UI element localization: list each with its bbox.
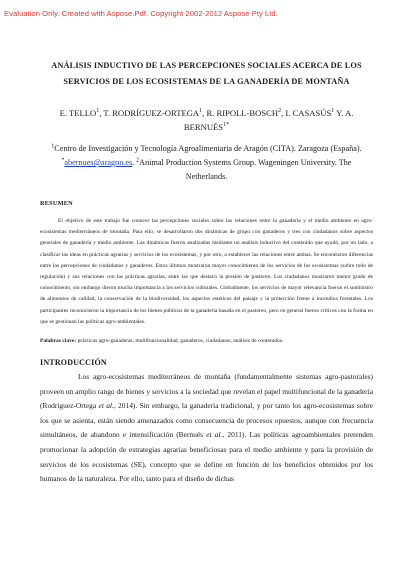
author-list: E. TELLO$^1$, T. RODRÍGUEZ-ORTEGA$^1$, R. RIPOLL-BOSCH$^2$, I. CASASÚS$^1$ Y. A. $BERNUÉS^{1*}$	[59, 108, 354, 132]
keywords-text: prácticas agro-ganaderas, multifuncionalidad, ganaderos, ciudadanos, análisis de contenidos.	[77, 338, 284, 345]
paper-page	[40, 58, 373, 494]
author: I. CASASÚS$^1$	[285, 108, 335, 118]
author: Y. A. $BERNUÉS^{1*}$	[183, 108, 354, 132]
email-link[interactable]: abernues@aragon.es	[64, 158, 133, 167]
title-line-1: ANÁLISIS INDUCTIVO DE LAS PERCEPCIONES SOCIALES ACERCA DE LOS	[51, 61, 362, 70]
keywords-label: Palabras clave:	[40, 338, 77, 345]
title-line-2: SERVICIOS DE LOS ECOSISTEMAS DE LA GANADERÍA DE MONTAÑA	[63, 77, 350, 86]
author: T. RODRÍGUEZ-ORTEGA$^1$	[103, 108, 203, 118]
intro-heading: INTRODUCCIÓN	[40, 358, 107, 368]
affiliation-2: Animal Production Systems Group. Wageningen University. The Netherlands.	[139, 158, 352, 181]
paper-title	[40, 58, 373, 90]
author: R. RIPOLL-BOSCH$^2$	[206, 108, 282, 118]
watermark: Evaluation Only. Created with Aspose.Pdf. Copyright 2002-2012 Aspose Pty Ltd.	[4, 9, 278, 18]
affiliation-1: Centro de Investigación y Tecnología Agroalimentaria de Aragón (CITA). Zaragoza (España).	[54, 144, 362, 153]
intro-paragraph: Los agro-ecosistemas mediterráneos de montaña (fundamentalmente sistemas agro-pastorales) proveen un amplio rango de bienes y servicios a la sociedad que revelan el papel multifuncional de la ganadería (Rodríguez-Ortega et al., 2014). Sin embargo, la ganadería tradicional, y por tanto los agro-ecosistemas sobre los que se asienta, están siendo amenazados como consecuencia de procesos opuestos, aunque con frecuencia simultáneos, de abandono e intensificación (Bernués et al., 2011). Las políticas agroambientales pretenden promocionar la adopción de estrategias agrarias beneficiosas para el medio ambiente y para la provisión de servicios de los ecosistemas (SE), concepto que se define en función de los beneficios obtenidos por los humanos de la naturaleza. Por ello, tanto para el diseño de dichas	[40, 372, 374, 484]
affiliations: $^1$Centro de Investigación y Tecnología Agroalimentaria de Aragón (CITA). Zaragoza (España). *abernues@aragon.es. $^2$Animal Production Systems Group. Wageningen University. The Netherlands.	[51, 143, 362, 181]
keywords	[40, 337, 373, 346]
abstract-text: El objetivo de este trabajo fue conocer las percepciones sociales sobre las relaciones entre la ganadería y el medio ambiente en agro-ecosistemas mediterráneos de montaña. Para ello, se desarrollaron dos dinámicas de grupo con ganaderos y tres con ciudadanos sobre aspectos generales de ganadería y medio ambiente. Las dinámicas fueron analizadas mediante un análisis inductivo del contenido que ayudó, por un lado, a clasificar las ideas en prácticas agrarias y servicios de los ecosistemas, y por otro, a establecer las relaciones entre ambas. Se encontraron diferencias entre las percepciones de ciudadanos y ganaderos. Estos últimos mostraron mayor conocimiento de los servicios de los ecosistemas (sobre todo de regulación) y sus relaciones con las prácticas agrarias, entre las que destacó la presión de pastoreo. Los ciudadanos mostraron menor grado de conocimiento, sin embargo dieron mucha importancia a los servicios culturales. Globalmente, los servicios de mayor relevancia fueron el suministro de alimentos de calidad, la conservación de la biodiversidad, los aspectos estéticos del paisaje y la protección frente a incendios forestales. Los participantes reconocieron la importancia de los bienes públicos de la ganadería basada en el pastoreo, pero en general fueron críticos con la forma en que se gestionan las políticas agro-ambientales.	[40, 218, 373, 325]
author: E. TELLO$^1$	[59, 108, 100, 118]
resumen-heading: RESUMEN	[40, 200, 73, 207]
